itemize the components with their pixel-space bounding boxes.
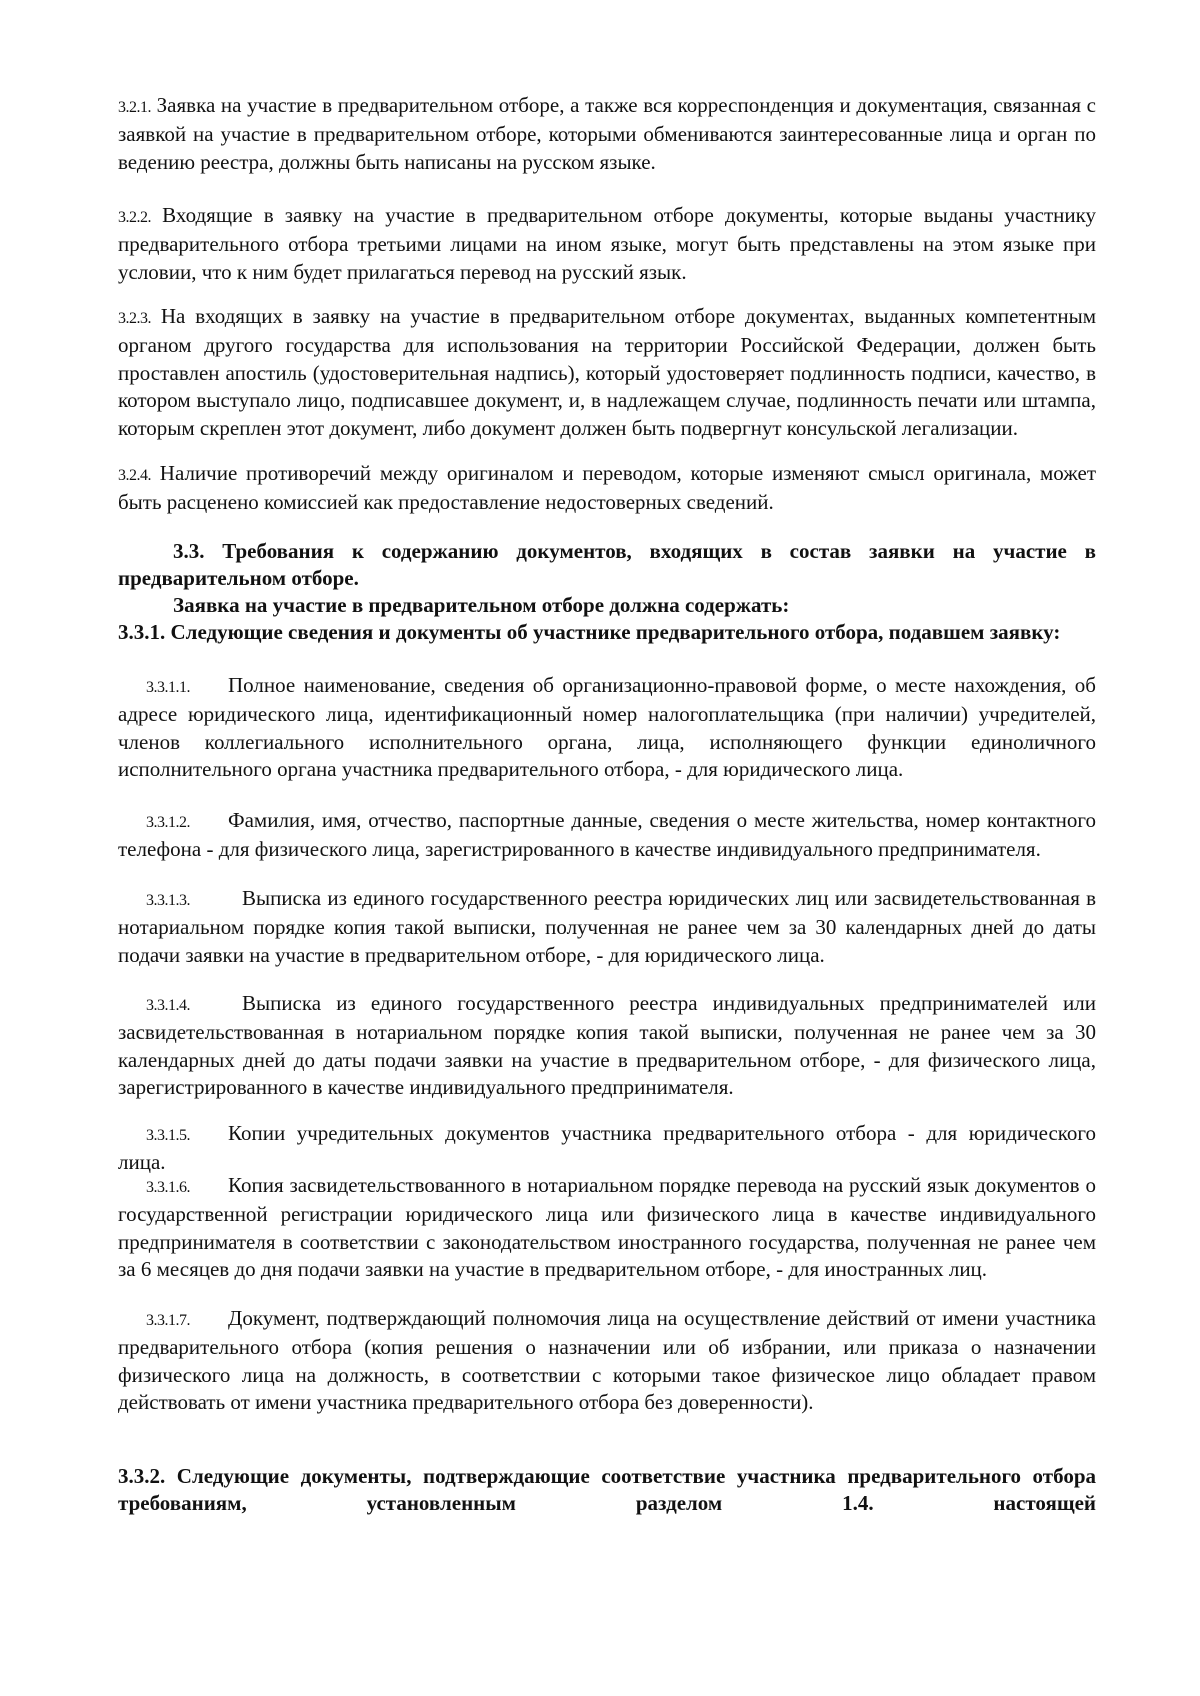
- paragraph-text: Входящие в заявку на участие в предварительном отборе документы, которые выданы участнику предварительного отбора третьими лицами на ином языке, могут быть представлены на этом языке при условии, что к ним будет прилагаться перевод на русский язык.: [118, 203, 1097, 284]
- paragraph-number: 3.3.1.5.: [146, 1127, 190, 1144]
- paragraph-number: 3.2.2.: [118, 209, 151, 226]
- paragraph-text: Наличие противоречий между оригиналом и переводом, которые изменяют смысл оригинала, может быть расценено комиссией как предоставление недостоверных сведений.: [118, 461, 1097, 515]
- paragraph-text: На входящих в заявку на участие в предварительном отборе документах, выданных компетентным органом другого государства для использования на территории Российской Федерации, должен быть проставлен апостиль (удостоверительная надпись), который удостоверяет подлинность подписи, качество, в котором выступало лицо, подписавшее документ, и, в надлежащем случае, подлинность печати или штампа, которым скреплен этот документ, либо документ должен быть подвергнут консульской легализации.: [118, 304, 1096, 440]
- paragraph-3-2-4: [118, 460, 1096, 517]
- paragraph-3-3-1-1: [118, 672, 1096, 784]
- heading-3-3-1: [118, 619, 1096, 646]
- paragraph-number: 3.3.1.6.: [146, 1179, 190, 1196]
- paragraph-text: Выписка из единого государственного реестра юридических лиц или засвидетельствованная в нотариальном порядке копия такой выписки, полученная не ранее чем за 30 календарных дней до даты подачи заявки на участие в предварительном отборе, - для юридического лица.: [118, 886, 1096, 967]
- paragraph-number: 3.2.4.: [118, 467, 151, 484]
- paragraph-number: 3.3.1.4.: [146, 997, 190, 1014]
- paragraph-3-3-1-2: [118, 807, 1096, 864]
- paragraph-number: 3.3.1.2.: [146, 814, 190, 831]
- paragraph-text: Полное наименование, сведения об организационно-правовой форме, о месте нахождения, об адресе юридического лица, идентификационный номер налогоплательщика (при наличии) учредителей, членов коллегиального исполнительного органа, лица, исполняющего функции единоличного исполнительного органа участника предварительного отбора, - для юридического лица.: [118, 673, 1096, 782]
- paragraph-number: 3.2.1.: [118, 99, 151, 116]
- paragraph-3-2-1: [118, 92, 1096, 176]
- paragraph-number: 3.2.3.: [118, 310, 151, 327]
- paragraph-text: Копия засвидетельствованного в нотариальном порядке перевода на русский язык документов о государственной регистрации юридического лица или физического лица в качестве индивидуального предпринимателя в соответствии с законодательством иностранного государства, полученная не ранее чем за 6 месяцев до дня подачи заявки на участие в предварительном отборе, - для иностранных лиц.: [118, 1173, 1096, 1282]
- paragraph-3-3-1-7: [118, 1305, 1096, 1417]
- section-heading-3-3: 3.3. Требования к содержанию документов, входящих в состав заявки на участие в предварительном отборе.: [118, 539, 1096, 591]
- paragraph-text: Выписка из единого государственного реестра индивидуальных предпринимателей или засвидетельствованная в нотариальном порядке копия такой выписки, полученная не ранее чем за 30 календарных дней до даты подачи заявки на участие в предварительном отборе, - для физического лица, зарегистрированного в качестве индивидуального предпринимателя.: [118, 991, 1096, 1100]
- paragraph-3-3-1-5: [118, 1120, 1096, 1177]
- heading-3-3-2: [118, 1463, 1096, 1518]
- paragraph-3-3-1-4: [118, 990, 1096, 1102]
- heading-text: Следующие сведения и документы об участнике предварительного отбора, подавшем заявку:: [170, 620, 1061, 644]
- paragraph-3-2-2: [118, 202, 1096, 286]
- paragraph-3-3-1-3: [118, 885, 1096, 969]
- section-subheading: Заявка на участие в предварительном отборе должна содержать:: [173, 593, 790, 617]
- paragraph-text: Фамилия, имя, отчество, паспортные данные, сведения о месте жительства, номер контактного телефона - для физического лица, зарегистрированного в качестве индивидуального предпринимателя.: [118, 808, 1096, 862]
- paragraph-number: 3.3.1.7.: [146, 1312, 190, 1329]
- paragraph-3-3-1-6: [118, 1172, 1096, 1284]
- paragraph-text: Документ, подтверждающий полномочия лица на осуществление действий от имени участника предварительного отбора (копия решения о назначении или об избрании, или приказа о назначении физического лица на должность, в соответствии с которыми такое физическое лицо обладает правом действовать от имени участника предварительного отбора без доверенности).: [118, 1306, 1096, 1415]
- heading-text: Следующие документы, подтверждающие соответствие участника предварительного отбора требованиям, установленным разделом 1.4. настоящей: [118, 1464, 1097, 1516]
- paragraph-number: 3.3.1.1.: [146, 679, 190, 696]
- heading-number: 3.3.2.: [118, 1464, 166, 1488]
- paragraph-3-2-3: [118, 303, 1096, 442]
- paragraph-number: 3.3.1.3.: [146, 892, 190, 909]
- heading-number: 3.3.1.: [118, 620, 166, 644]
- paragraph-text: Копии учредительных документов участника предварительного отбора - для юридического лица.: [118, 1121, 1096, 1175]
- paragraph-text: Заявка на участие в предварительном отборе, а также вся корреспонденция и документация, связанная с заявкой на участие в предварительном отборе, которыми обмениваются заинтересованные лица и орган по ведению реестра, должны быть написаны на русском языке.: [118, 93, 1096, 174]
